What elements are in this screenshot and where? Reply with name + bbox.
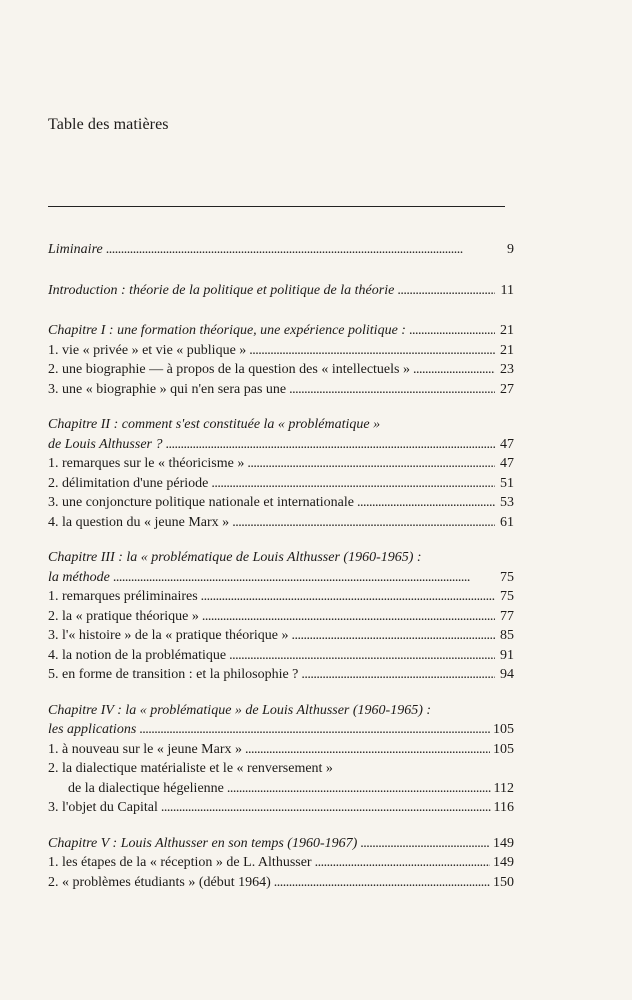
toc-item[interactable]: [48, 665, 514, 685]
toc-item[interactable]: [48, 341, 514, 361]
toc-page-number: 27: [500, 381, 514, 397]
toc-chapter-1[interactable]: [48, 321, 514, 341]
toc-item[interactable]: [48, 853, 514, 873]
toc-item-label: 1. vie « privée » et vie « publique »: [48, 342, 247, 358]
toc-chapter-2-title-line1[interactable]: Chapitre II : comment s'est constituée la « problématique »: [48, 417, 381, 432]
toc-page-number: 105: [493, 722, 514, 737]
leader-dots: [315, 853, 490, 873]
leader-dots: [397, 281, 495, 301]
toc-page-number: 85: [500, 628, 514, 643]
leader-dots: [301, 665, 495, 685]
toc-item-label: 2. « problèmes étudiants » (début 1964): [48, 874, 271, 890]
toc-page-number: 94: [500, 667, 514, 682]
toc-item[interactable]: [48, 779, 514, 799]
toc-page-number: 75: [500, 569, 514, 585]
toc-chapter-4[interactable]: [48, 720, 514, 740]
toc-item-label: 2. délimitation d'une période: [48, 475, 209, 491]
toc-page-number: 149: [493, 855, 514, 870]
toc-item[interactable]: [48, 454, 514, 474]
toc-page-number: 112: [493, 780, 514, 796]
leader-dots: [245, 740, 490, 760]
toc-chapter-title: la méthode: [48, 569, 110, 585]
leader-dots: [201, 587, 495, 607]
toc-item-label: 5. en forme de transition : et la philosophie ?: [48, 667, 299, 682]
toc-page-number: 149: [493, 835, 514, 851]
toc-page-number: 75: [500, 589, 514, 604]
toc-item[interactable]: [48, 873, 514, 893]
leader-dots: [409, 321, 495, 341]
toc-item-label: 4. la question du « jeune Marx »: [48, 514, 230, 530]
toc-item-label: 1. remarques préliminaires: [48, 589, 198, 604]
toc-chapter-title: les applications: [48, 722, 137, 737]
toc-chapter-2[interactable]: [48, 435, 514, 455]
toc-page-number: 91: [500, 647, 514, 663]
toc-page-number: 21: [500, 323, 514, 338]
toc-item[interactable]: [48, 626, 514, 646]
leader-dots: [139, 720, 490, 740]
leader-dots: [106, 240, 495, 260]
leader-dots: [202, 607, 495, 627]
toc-page-number: 51: [500, 475, 514, 491]
toc-entry-liminaire[interactable]: [48, 240, 514, 260]
toc-page-number: 47: [500, 456, 514, 471]
leader-dots: [165, 435, 495, 455]
toc-item-label: 3. une conjoncture politique nationale et internationale: [48, 495, 354, 510]
toc-item[interactable]: [48, 646, 514, 666]
toc-page-number: 53: [500, 495, 514, 510]
table-of-contents: [48, 240, 514, 892]
toc-page-number: 150: [493, 874, 514, 890]
toc-item[interactable]: [48, 607, 514, 627]
toc-item[interactable]: [48, 380, 514, 400]
toc-chapter-5[interactable]: [48, 834, 514, 854]
leader-dots: [227, 779, 491, 799]
leader-dots: [229, 646, 495, 666]
toc-entry-label: Introduction : théorie de la politique et politique de la théorie: [48, 282, 395, 298]
toc-page-number: 61: [500, 514, 514, 530]
toc-item-label: 3. l'objet du Capital: [48, 800, 158, 815]
toc-chapter-3-title-line1[interactable]: Chapitre III : la « problématique de Louis Althusser (1960-1965) :: [48, 550, 422, 565]
toc-page-number: 116: [493, 800, 514, 815]
toc-page-number: 21: [500, 342, 514, 358]
toc-chapter-title: de Louis Althusser ?: [48, 436, 163, 452]
toc-page-number: 9: [507, 242, 514, 257]
toc-item-label: 1. à nouveau sur le « jeune Marx »: [48, 741, 242, 757]
toc-item[interactable]: [48, 493, 514, 513]
leader-dots: [247, 454, 495, 474]
leader-dots: [289, 380, 495, 400]
toc-item-label: 2. la « pratique théorique »: [48, 608, 199, 624]
leader-dots: [232, 513, 495, 533]
toc-item-label: 1. les étapes de la « réception » de L. Althusser: [48, 855, 312, 870]
toc-chapter-title: Chapitre V : Louis Althusser en son temps (1960-1967): [48, 835, 358, 851]
toc-chapter-title: Chapitre I : une formation théorique, une expérience politique :: [48, 323, 406, 338]
toc-item[interactable]: [48, 740, 514, 760]
toc-page-number: 105: [493, 741, 514, 757]
toc-item[interactable]: [48, 474, 514, 494]
leader-dots: [113, 568, 495, 588]
leader-dots: [413, 360, 495, 380]
toc-entry-introduction[interactable]: [48, 281, 514, 301]
toc-item-label: 3. l'« histoire » de la « pratique théorique »: [48, 628, 289, 643]
leader-dots: [249, 341, 495, 361]
toc-page-number: 23: [500, 362, 514, 377]
toc-item[interactable]: [48, 798, 514, 818]
toc-item-label: 2. une biographie — à propos de la question des « intellectuels »: [48, 362, 410, 377]
leader-dots: [274, 873, 490, 893]
toc-chapter-3[interactable]: [48, 568, 514, 588]
toc-entry-label: Liminaire: [48, 242, 103, 257]
toc-item-label: 3. une « biographie » qui n'en sera pas une: [48, 381, 287, 397]
toc-item-label: 4. la notion de la problématique: [48, 647, 227, 663]
toc-item-label: de la dialectique hégelienne: [68, 780, 224, 796]
leader-dots: [161, 798, 491, 818]
toc-item-label: 1. remarques sur le « théoricisme »: [48, 456, 245, 471]
leader-dots: [291, 626, 495, 646]
leader-dots: [211, 474, 495, 494]
toc-page-number: 47: [500, 436, 514, 452]
divider-rule: [48, 206, 505, 207]
leader-dots: [357, 493, 495, 513]
leader-dots: [360, 834, 490, 854]
page-title: Table des matières: [48, 116, 169, 133]
toc-page-number: 77: [500, 608, 514, 624]
toc-item-line1[interactable]: 2. la dialectique matérialiste et le « renversement »: [48, 761, 333, 776]
toc-item[interactable]: [48, 587, 514, 607]
toc-chapter-4-title-line1[interactable]: Chapitre IV : la « problématique » de Louis Althusser (1960-1965) :: [48, 702, 432, 718]
toc-item[interactable]: [48, 513, 514, 533]
toc-page-number: 11: [500, 282, 514, 298]
toc-item[interactable]: [48, 360, 514, 380]
